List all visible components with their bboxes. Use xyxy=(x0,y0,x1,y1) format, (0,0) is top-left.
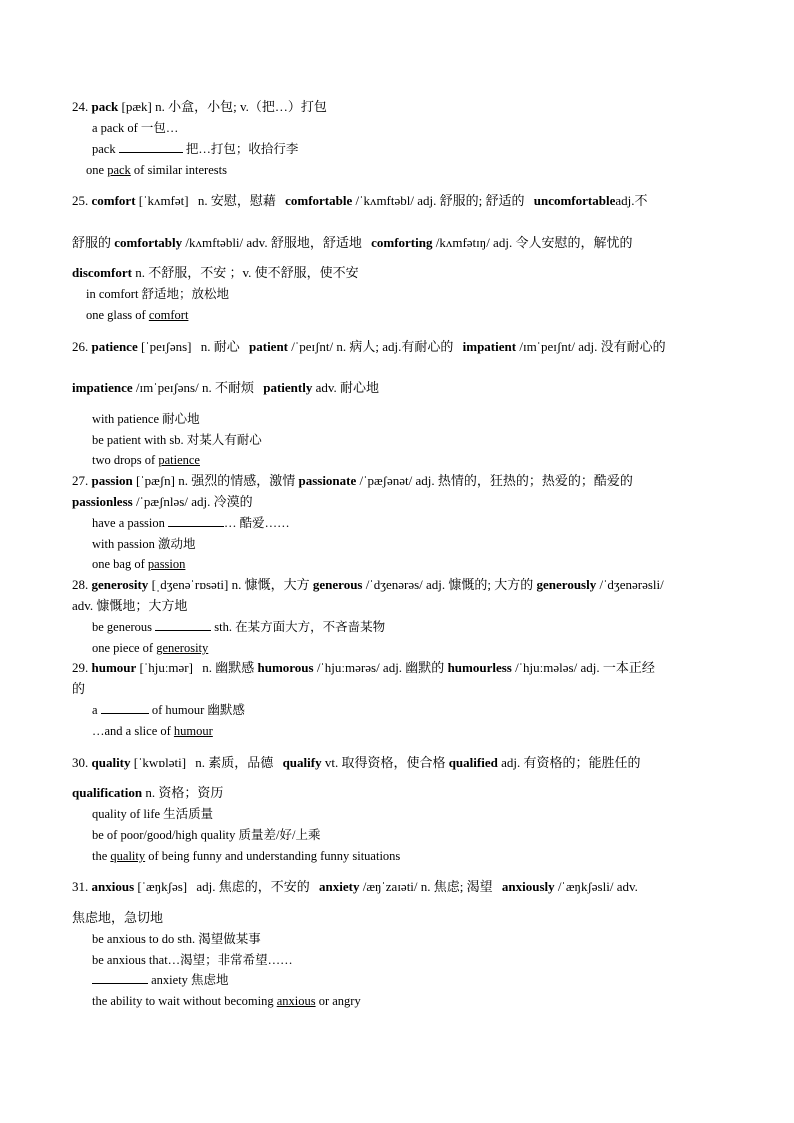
definition: /ˈhjuːmələs/ adj. 一本正经 xyxy=(515,660,655,675)
entry-number: 24. xyxy=(72,99,89,114)
headword: generosity xyxy=(91,577,149,592)
entry-26-example-3 xyxy=(92,452,200,468)
definition: /kʌmfətɪŋ/ adj. 令人安慰的，解忧的 xyxy=(435,235,633,250)
fill-blank[interactable] xyxy=(155,619,211,631)
phonetic: [ˈkʌmfət] xyxy=(138,193,189,208)
headword: pack xyxy=(91,99,119,114)
definition: n. 幽默感 xyxy=(202,660,255,675)
entry-30-example-3 xyxy=(92,848,400,864)
derived-word: qualification xyxy=(72,785,143,800)
definition: n. 小盒，小包; v.（把…）打包 xyxy=(155,99,327,114)
entry-number: 31. xyxy=(72,879,89,894)
definition: adj. 有资格的；能胜任的 xyxy=(501,755,641,770)
headword: passion xyxy=(91,473,133,488)
entry-26-example-1: with patience 耐心地 xyxy=(92,412,200,426)
phonetic: /ˈdʒenərəsli/ xyxy=(599,577,664,592)
definition: /ɪmˈpeɪʃəns/ n. 不耐烦 xyxy=(135,380,254,395)
example-text: anxiety 焦虑地 xyxy=(151,973,229,987)
definition: n. 强烈的情感，激情 xyxy=(178,473,296,488)
definition: /ˈkʌmftəbl/ adj. 舒服的; 舒适的 xyxy=(355,193,525,208)
entry-26-example-2: be patient with sb. 对某人有耐心 xyxy=(92,433,262,447)
definition: adj.不 xyxy=(615,193,648,208)
phonetic: [pæk] xyxy=(121,99,152,114)
entry-30-headline xyxy=(72,755,640,771)
definition: /ˈæŋkʃəsli/ adv. xyxy=(557,879,638,894)
derived-word: patient xyxy=(249,339,289,354)
underlined-word: passion xyxy=(147,557,186,571)
entry-29-example-1 xyxy=(92,702,245,718)
example-text: of similar interests xyxy=(133,163,227,177)
example-text: a xyxy=(92,703,98,717)
entry-31-example-3 xyxy=(92,972,229,988)
entry-28-headline xyxy=(72,577,664,593)
derived-word: generously xyxy=(536,577,597,592)
entry-31-line-2: 焦虑地，急切地 xyxy=(72,910,164,925)
example-text: sth. 在某方面大方，不吝啬某物 xyxy=(214,620,386,634)
example-text: one bag of xyxy=(92,557,145,571)
example-text: or angry xyxy=(318,994,361,1008)
derived-word: qualify xyxy=(282,755,322,770)
entry-number: 27. xyxy=(72,473,89,488)
derived-word: comfortably xyxy=(114,235,183,250)
headword: patience xyxy=(91,339,138,354)
definition: adj. 焦虑的，不安的 xyxy=(196,879,310,894)
derived-word: passionate xyxy=(298,473,357,488)
headword: humour xyxy=(91,660,137,675)
definition: /ɪmˈpeɪʃnt/ adj. 没有耐心的 xyxy=(519,339,666,354)
entry-24-example-1: a pack of 一包… xyxy=(92,121,179,135)
phonetic: [ˈpæʃn] xyxy=(135,473,175,488)
example-text: two drops of xyxy=(92,453,156,467)
entry-24-example-2 xyxy=(92,141,298,157)
definition: /ˈhjuːmərəs/ adj. 幽默的 xyxy=(316,660,445,675)
phonetic: [ˈæŋkʃəs] xyxy=(137,879,188,894)
definition: /ˈpæʃnləs/ adj. 冷漠的 xyxy=(135,494,253,509)
example-text: be generous xyxy=(92,620,153,634)
definition: n. 不舒服，不安 ；v. 使不舒服，使不安 xyxy=(135,265,359,280)
entry-30-example-2: be of poor/good/high quality 质量差/好/上乘 xyxy=(92,828,321,842)
derived-word: generous xyxy=(312,577,363,592)
entry-number: 30. xyxy=(72,755,89,770)
example-text: one glass of xyxy=(86,308,146,322)
entry-30-example-1: quality of life 生活质量 xyxy=(92,807,214,821)
example-text: have a passion xyxy=(92,516,165,530)
derived-word: passionless xyxy=(72,494,133,509)
headword: comfort xyxy=(91,193,136,208)
derived-word: anxiety xyxy=(319,879,360,894)
fill-blank[interactable] xyxy=(92,972,148,984)
underlined-word: pack xyxy=(107,163,131,177)
derived-word: humorous xyxy=(257,660,314,675)
entry-number: 25. xyxy=(72,193,89,208)
entry-number: 26. xyxy=(72,339,89,354)
definition: 舒服的 xyxy=(72,235,112,250)
entry-24-example-3 xyxy=(86,162,227,178)
entry-29-headline xyxy=(72,660,655,676)
entry-26-headline xyxy=(72,339,666,355)
entry-31-example-1: be anxious to do sth. 渴望做某事 xyxy=(92,932,261,946)
entry-28-line-2: adv. 慷慨地；大方地 xyxy=(72,598,188,613)
entry-number: 29. xyxy=(72,660,89,675)
derived-word: qualified xyxy=(448,755,498,770)
example-text: of humour 幽默感 xyxy=(151,703,245,717)
entry-31-example-2: be anxious that…渴望；非常希望…… xyxy=(92,953,293,967)
definition: /æŋˈzaɪəti/ n. 焦虑; 渴望 xyxy=(362,879,493,894)
underlined-word: generosity xyxy=(156,641,209,655)
example-text: the ability to wait without becoming xyxy=(92,994,274,1008)
definition: adv. 耐心地 xyxy=(315,380,380,395)
definition: /ˈpeɪʃnt/ n. 病人; adj.有耐心的 xyxy=(291,339,454,354)
example-text: 把…打包；收拾行李 xyxy=(185,142,299,156)
example-text: of being funny and understanding funny situations xyxy=(148,849,401,863)
entry-31-example-4 xyxy=(92,993,361,1009)
derived-word: impatience xyxy=(72,380,133,395)
derived-word: anxiously xyxy=(501,879,555,894)
phonetic: [ˌdʒenəˈrɒsəti] xyxy=(151,577,229,592)
derived-word: uncomfortable xyxy=(533,193,616,208)
fill-blank[interactable] xyxy=(119,141,183,153)
definition: n. 安慰，慰藉 xyxy=(197,193,276,208)
example-text: pack xyxy=(92,142,116,156)
fill-blank[interactable] xyxy=(168,515,224,527)
definition: n. 慷慨，大方 xyxy=(231,577,310,592)
example-text: … 酷爱…… xyxy=(224,516,290,530)
phonetic: [ˈkwɒləti] xyxy=(133,755,187,770)
entry-25-line-2 xyxy=(72,235,632,251)
derived-word: impatient xyxy=(462,339,517,354)
underlined-word: quality xyxy=(110,849,146,863)
entry-26-line-2 xyxy=(72,380,379,396)
example-text: the xyxy=(92,849,108,863)
entry-27-line-2 xyxy=(72,494,253,510)
entry-25-line-3 xyxy=(72,265,359,281)
entry-27-example-3 xyxy=(92,556,185,572)
fill-blank[interactable] xyxy=(101,702,149,714)
entry-27-example-2: with passion 激动地 xyxy=(92,537,196,551)
entry-28-example-2 xyxy=(92,640,208,656)
underlined-word: patience xyxy=(158,453,200,467)
headword: anxious xyxy=(91,879,135,894)
entry-31-headline xyxy=(72,879,638,895)
definition: /ˈdʒenərəs/ adj. 慷慨的; 大方的 xyxy=(365,577,534,592)
phonetic: [ˈhjuːmər] xyxy=(139,660,193,675)
entry-number: 28. xyxy=(72,577,89,592)
derived-word: comforting xyxy=(371,235,433,250)
definition: n. 耐心 xyxy=(200,339,240,354)
headword: quality xyxy=(91,755,131,770)
phonetic: [ˈpeɪʃəns] xyxy=(140,339,192,354)
underlined-word: humour xyxy=(173,724,213,738)
underlined-word: anxious xyxy=(276,994,316,1008)
definition: n. 素质，品德 xyxy=(195,755,274,770)
entry-25-example-2 xyxy=(86,307,188,323)
definition: /ˈpæʃənət/ adj. 热情的，狂热的；热爱的；酷爱的 xyxy=(359,473,633,488)
definition: /kʌmftəbli/ adv. 舒服地，舒适地 xyxy=(185,235,362,250)
entry-29-example-2 xyxy=(92,723,213,739)
entry-30-line-2 xyxy=(72,785,223,801)
entry-27-headline xyxy=(72,473,633,489)
derived-word: patiently xyxy=(263,380,313,395)
entry-27-example-1 xyxy=(92,515,290,531)
underlined-word: comfort xyxy=(148,308,189,322)
entry-29-line-2: 的 xyxy=(72,681,86,696)
example-text: one piece of xyxy=(92,641,154,655)
definition: n. 资格；资历 xyxy=(145,785,224,800)
definition: vt. 取得资格，使合格 xyxy=(324,755,446,770)
entry-24-headline xyxy=(72,99,327,115)
example-text: …and a slice of xyxy=(92,724,171,738)
derived-word: discomfort xyxy=(72,265,132,280)
derived-word: humourless xyxy=(447,660,512,675)
entry-25-example-1: in comfort 舒适地；放松地 xyxy=(86,287,230,301)
entry-25-headline xyxy=(72,193,647,209)
example-text: one xyxy=(86,163,105,177)
entry-28-example-1 xyxy=(92,619,385,635)
derived-word: comfortable xyxy=(285,193,353,208)
